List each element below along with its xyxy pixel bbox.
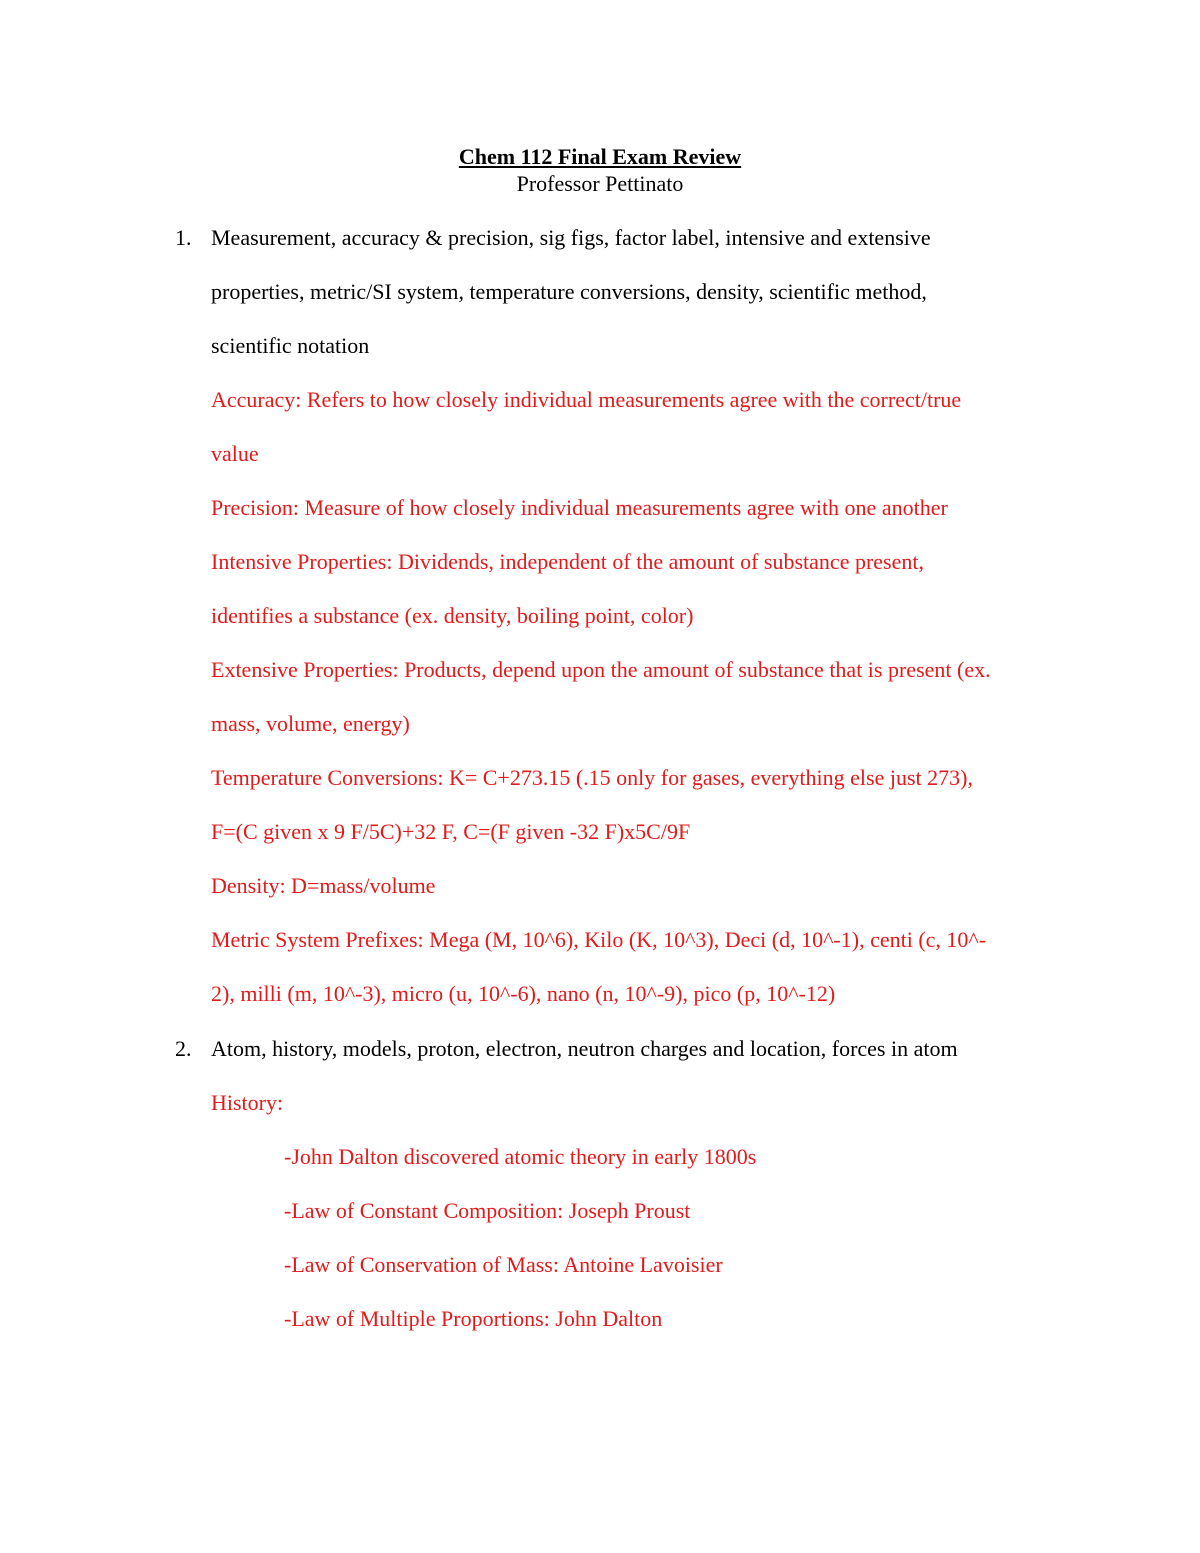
note-line: Density: D=mass/volume bbox=[211, 873, 436, 898]
note-line: identifies a substance (ex. density, boiling point, color) bbox=[211, 603, 694, 628]
document-subtitle: Professor Pettinato bbox=[516, 171, 684, 196]
topic-line: properties, metric/SI system, temperature conversions, density, scientific method, bbox=[211, 279, 927, 304]
note-line: mass, volume, energy) bbox=[211, 711, 410, 736]
list-number-2: 2. bbox=[175, 1036, 192, 1061]
history-item: -Law of Conservation of Mass: Antoine Lavoisier bbox=[284, 1252, 723, 1277]
list-number-1: 1. bbox=[175, 225, 192, 250]
document-title: Chem 112 Final Exam Review bbox=[458, 144, 742, 169]
note-line: 2), milli (m, 10^-3), micro (u, 10^-6), nano (n, 10^-9), pico (p, 10^-12) bbox=[211, 981, 836, 1006]
note-line: Metric System Prefixes: Mega (M, 10^6), Kilo (K, 10^3), Deci (d, 10^-1), centi (c, 10^- bbox=[211, 927, 987, 952]
history-heading: History: bbox=[211, 1090, 284, 1115]
note-line: F=(C given x 9 F/5C)+32 F, C=(F given -32 F)x5C/9F bbox=[211, 819, 691, 844]
topic-line: scientific notation bbox=[211, 333, 370, 358]
note-line: Extensive Properties: Products, depend upon the amount of substance that is present (ex. bbox=[211, 657, 991, 682]
history-item: -Law of Constant Composition: Joseph Proust bbox=[284, 1198, 691, 1223]
history-item: -John Dalton discovered atomic theory in early 1800s bbox=[284, 1144, 757, 1169]
topic-line: Measurement, accuracy & precision, sig figs, factor label, intensive and extensive bbox=[211, 225, 931, 250]
note-line: Accuracy: Refers to how closely individual measurements agree with the correct/true bbox=[211, 387, 962, 412]
topic-line: Atom, history, models, proton, electron, neutron charges and location, forces in atom bbox=[211, 1036, 958, 1061]
history-item: -Law of Multiple Proportions: John Dalton bbox=[284, 1306, 663, 1331]
note-line: Precision: Measure of how closely individual measurements agree with one another bbox=[211, 495, 948, 520]
note-line: value bbox=[211, 441, 259, 466]
note-line: Intensive Properties: Dividends, independent of the amount of substance present, bbox=[211, 549, 924, 574]
note-line: Temperature Conversions: K= C+273.15 (.15 only for gases, everything else just 273), bbox=[211, 765, 973, 790]
